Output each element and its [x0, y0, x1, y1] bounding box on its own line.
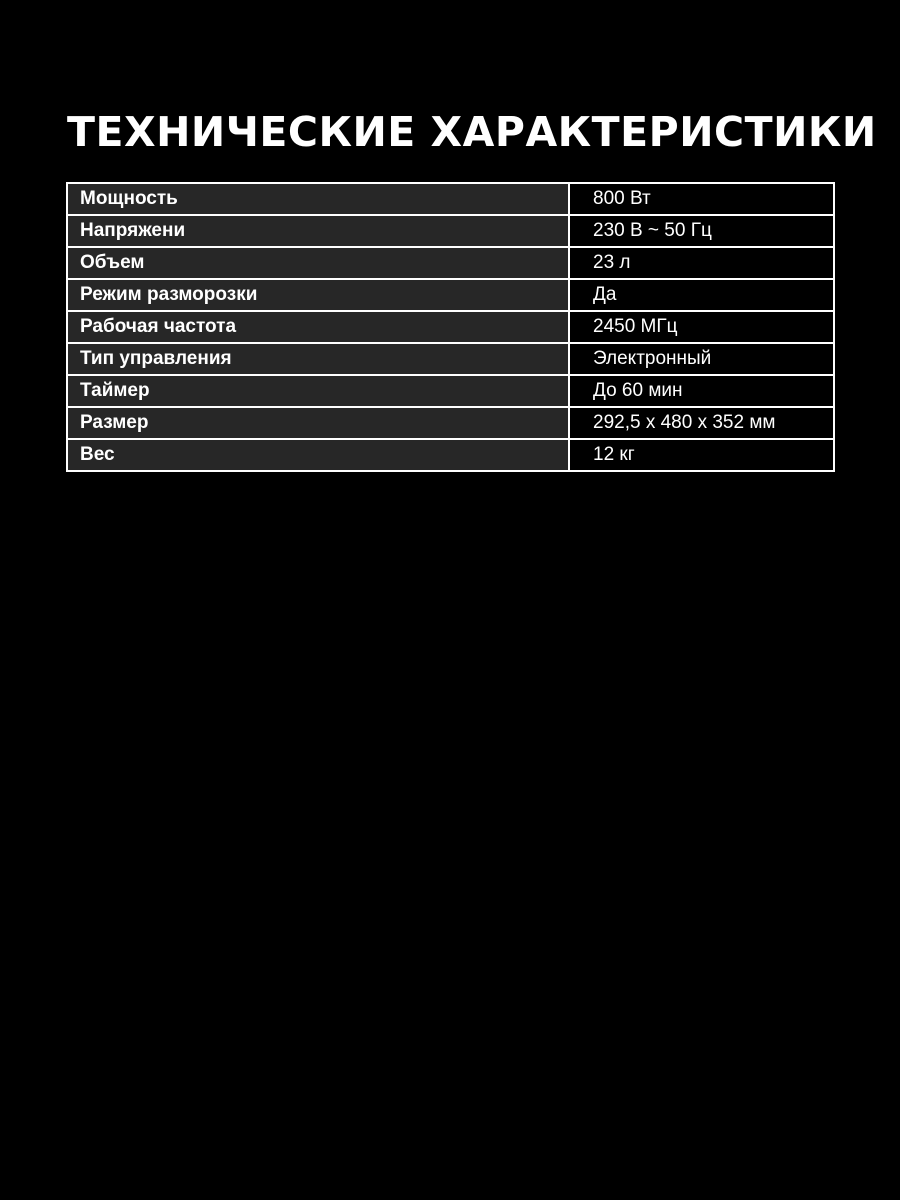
table-row	[67, 343, 834, 375]
spec-parameter: Вес	[67, 439, 569, 471]
specifications-table	[66, 182, 835, 472]
spec-value: 292,5 х 480 х 352 мм	[569, 407, 834, 439]
spec-value: До 60 мин	[569, 375, 834, 407]
spec-value: Электронный	[569, 343, 834, 375]
spec-parameter: Объем	[67, 247, 569, 279]
table-row	[67, 183, 834, 215]
spec-parameter: Рабочая частота	[67, 311, 569, 343]
spec-parameter: Режим разморозки	[67, 279, 569, 311]
spec-value: Да	[569, 279, 834, 311]
table-row	[67, 247, 834, 279]
table-row	[67, 279, 834, 311]
table-row	[67, 311, 834, 343]
spec-parameter: Размер	[67, 407, 569, 439]
table-row	[67, 407, 834, 439]
table-row	[67, 439, 834, 471]
spec-value: 12 кг	[569, 439, 834, 471]
spec-parameter: Напряжени	[67, 215, 569, 247]
spec-value: 230 В ~ 50 Гц	[569, 215, 834, 247]
table-row	[67, 375, 834, 407]
table-row	[67, 215, 834, 247]
spec-value: 800 Вт	[569, 183, 834, 215]
spec-parameter: Таймер	[67, 375, 569, 407]
page-title: ТЕХНИЧЕСКИЕ ХАРАКТЕРИСТИКИ	[67, 108, 877, 156]
spec-parameter: Мощность	[67, 183, 569, 215]
spec-value: 2450 МГц	[569, 311, 834, 343]
spec-value: 23 л	[569, 247, 834, 279]
spec-parameter: Тип управления	[67, 343, 569, 375]
